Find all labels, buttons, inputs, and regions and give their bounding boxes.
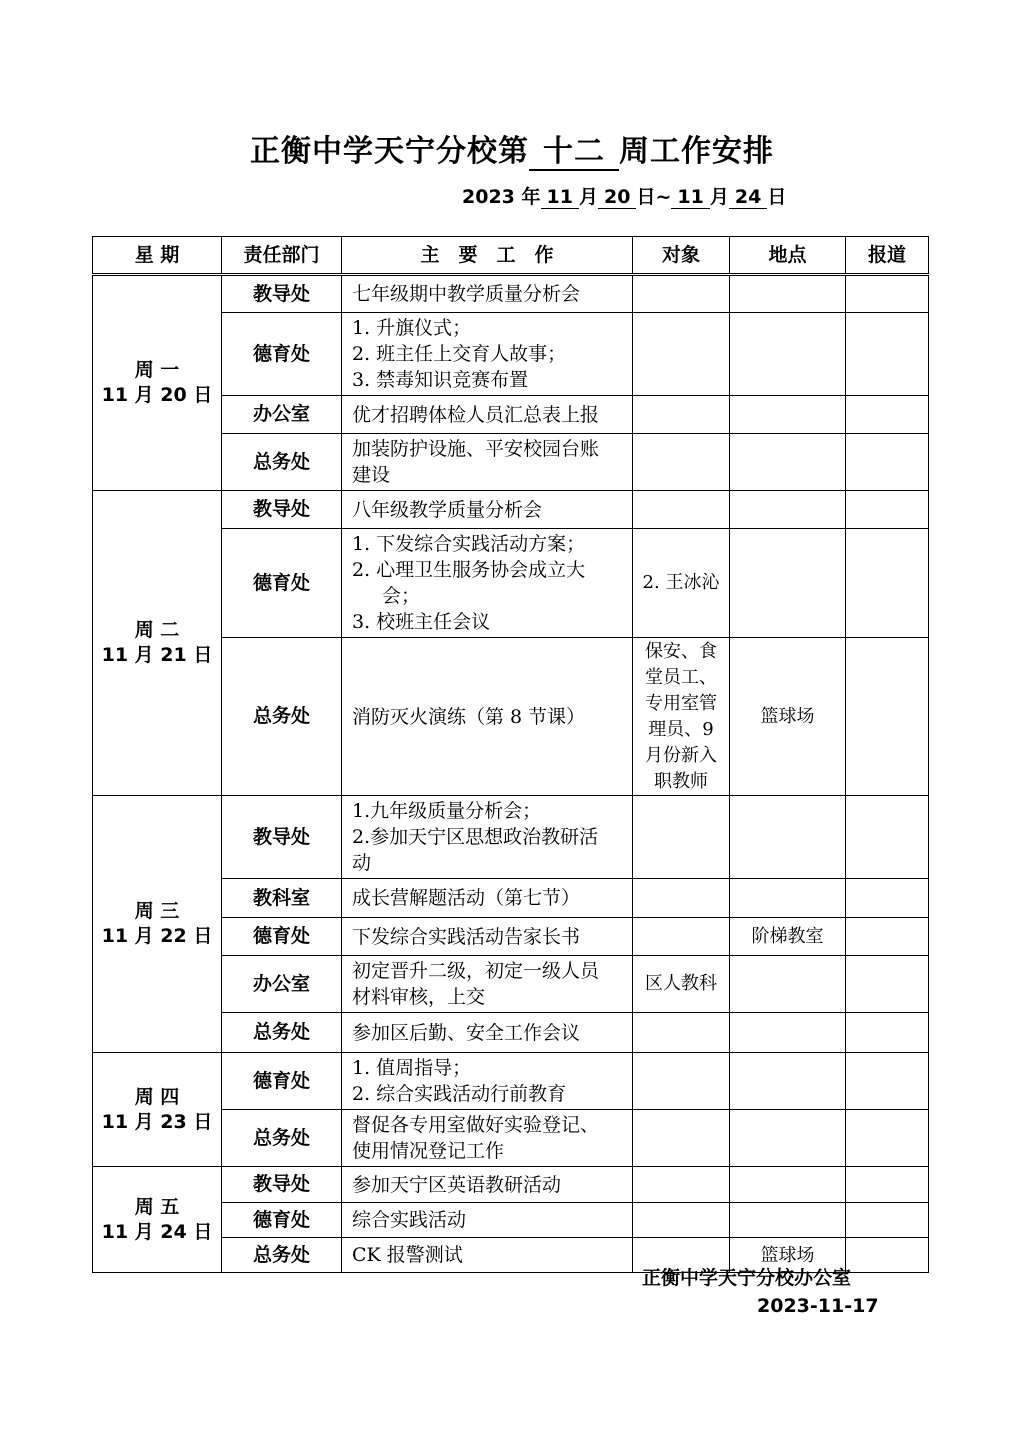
start-month: 11 — [541, 186, 579, 209]
table-row — [93, 275, 929, 313]
work-line: 1. 下发综合实践活动方案； — [352, 533, 586, 555]
day-date: 11 月 20 日 — [101, 384, 213, 406]
header-place: 地点 — [730, 237, 846, 275]
header-day: 星 期 — [93, 237, 222, 275]
dept-cell: 德育处 — [222, 529, 342, 638]
dept-cell: 教导处 — [222, 1167, 342, 1203]
place-cell — [730, 1203, 846, 1238]
report-cell — [846, 879, 929, 918]
dept-cell: 德育处 — [222, 1053, 342, 1110]
report-cell — [846, 1238, 929, 1273]
work-cell — [342, 313, 633, 396]
target-cell — [633, 796, 730, 879]
place-cell — [730, 1167, 846, 1203]
work-line: 3. 校班主任会议 — [352, 611, 491, 633]
work-line: 督促各专用室做好实验登记、 — [352, 1114, 600, 1136]
year: 2023 — [462, 186, 515, 208]
title-suffix: 周工作安排 — [619, 134, 774, 169]
work-line: 2. 班主任上交育人故事； — [352, 343, 567, 365]
day-cell — [93, 1053, 222, 1167]
work-cell — [342, 956, 633, 1013]
work-line: 材料审核，上交 — [352, 986, 486, 1008]
place-cell — [730, 529, 846, 638]
schedule-table — [92, 236, 929, 1273]
work-cell — [342, 491, 633, 529]
dept-cell: 办公室 — [222, 956, 342, 1013]
work-cell — [342, 638, 633, 796]
dept-cell: 德育处 — [222, 918, 342, 956]
month-label-1: 月 — [578, 186, 598, 208]
report-cell — [846, 434, 929, 491]
work-line: 1.九年级质量分析会； — [352, 800, 542, 822]
target-cell — [633, 434, 730, 491]
day-date: 11 月 22 日 — [101, 925, 213, 947]
target-line: 保安、食 — [645, 640, 717, 662]
work-line: 参加天宁区英语教研活动 — [352, 1173, 562, 1196]
end-month: 11 — [671, 186, 709, 209]
day-cell — [93, 1167, 222, 1273]
place-cell — [730, 434, 846, 491]
work-cell — [342, 396, 633, 434]
title-prefix: 正衡中学天宁分校第 — [250, 134, 529, 169]
target-cell — [633, 879, 730, 918]
dept-cell: 教导处 — [222, 796, 342, 879]
target-line: 堂员工、 — [645, 666, 717, 688]
day-cell — [93, 796, 222, 1053]
dept-cell: 总务处 — [222, 638, 342, 796]
work-line: CK 报警测试 — [352, 1244, 463, 1266]
table-row — [93, 491, 929, 529]
place-cell — [730, 1013, 846, 1053]
target-line: 理员、9 — [648, 718, 714, 740]
day-cell — [93, 491, 222, 796]
date-range — [462, 182, 786, 209]
work-line: 2. 综合实践活动行前教育 — [352, 1083, 567, 1105]
target-cell — [633, 1110, 730, 1167]
dept-cell: 总务处 — [222, 1110, 342, 1167]
report-cell — [846, 313, 929, 396]
report-cell — [846, 1167, 929, 1203]
place-cell: 篮球场 — [730, 1238, 846, 1273]
place-cell: 阶梯教室 — [730, 918, 846, 956]
work-line: 建设 — [352, 464, 391, 486]
work-line: 动 — [352, 852, 372, 874]
work-line: 2.参加天宁区思想政治教研活 — [352, 826, 599, 848]
day-name: 周 五 — [134, 1195, 180, 1218]
day-cell — [93, 275, 222, 491]
day-label-2: 日 — [767, 186, 787, 208]
report-cell — [846, 1053, 929, 1110]
report-cell — [846, 918, 929, 956]
report-cell — [846, 396, 929, 434]
table-row — [93, 1053, 929, 1110]
work-line: 参加区后勤、安全工作会议 — [352, 1021, 581, 1044]
tilde: ~ — [655, 186, 672, 208]
month-label-2: 月 — [709, 186, 729, 208]
report-cell — [846, 1203, 929, 1238]
target-cell — [633, 1053, 730, 1110]
target-cell: 区人教科 — [633, 956, 730, 1013]
work-cell — [342, 1110, 633, 1167]
work-cell — [342, 1053, 633, 1110]
footer-date: 2023-11-17 — [757, 1295, 879, 1317]
work-line: 会； — [382, 585, 421, 607]
start-day: 20 — [598, 186, 636, 209]
dept-cell: 德育处 — [222, 1203, 342, 1238]
work-cell — [342, 434, 633, 491]
work-cell — [342, 918, 633, 956]
work-line: 1. 升旗仪式； — [352, 317, 472, 339]
work-cell — [342, 275, 633, 313]
target-cell — [633, 1013, 730, 1053]
work-line: 八年级教学质量分析会 — [352, 498, 543, 521]
report-cell — [846, 491, 929, 529]
work-line: 使用情况登记工作 — [352, 1140, 505, 1162]
place-cell — [730, 1110, 846, 1167]
place-cell — [730, 1053, 846, 1110]
schedule-body — [93, 275, 929, 1273]
day-date: 11 月 21 日 — [101, 644, 213, 666]
place-cell: 篮球场 — [730, 638, 846, 796]
report-cell — [846, 638, 929, 796]
target-cell — [633, 313, 730, 396]
header-dept: 责任部门 — [222, 237, 342, 275]
dept-cell: 总务处 — [222, 1238, 342, 1273]
page-title — [0, 126, 1024, 171]
target-cell — [633, 275, 730, 313]
place-cell — [730, 796, 846, 879]
work-cell — [342, 1203, 633, 1238]
place-cell — [730, 491, 846, 529]
day-name: 周 二 — [134, 619, 180, 641]
place-cell — [730, 879, 846, 918]
report-cell — [846, 529, 929, 638]
header-report: 报道 — [846, 237, 929, 275]
day-name: 周 四 — [134, 1085, 180, 1108]
work-line: 1. 值周指导； — [352, 1057, 472, 1079]
table-row — [93, 1167, 929, 1203]
dept-cell: 教科室 — [222, 879, 342, 918]
work-line: 加装防护设施、平安校园台账 — [352, 438, 600, 460]
report-cell — [846, 956, 929, 1013]
work-line: 初定晋升二级，初定一级人员 — [352, 960, 600, 982]
work-line: 优才招聘体检人员汇总表上报 — [352, 403, 600, 426]
target-cell — [633, 1167, 730, 1203]
report-cell — [846, 1013, 929, 1053]
week-number: 十二 — [529, 135, 619, 171]
report-cell — [846, 796, 929, 879]
work-cell — [342, 796, 633, 879]
dept-cell: 教导处 — [222, 275, 342, 313]
work-cell — [342, 879, 633, 918]
target-cell — [633, 638, 730, 796]
dept-cell: 总务处 — [222, 434, 342, 491]
table-row — [93, 796, 929, 879]
work-line: 成长营解题活动（第七节） — [352, 887, 581, 909]
target-line: 月份新入 — [645, 744, 717, 766]
target-cell — [633, 1203, 730, 1238]
dept-cell: 总务处 — [222, 1013, 342, 1053]
target-line: 专用室管 — [645, 692, 717, 714]
work-line: 七年级期中教学质量分析会 — [352, 283, 581, 305]
target-cell: 2. 王冰沁 — [633, 529, 730, 638]
target-cell — [633, 491, 730, 529]
target-line: 职教师 — [654, 770, 708, 792]
work-cell — [342, 529, 633, 638]
footer-org: 正衡中学天宁分校办公室 — [642, 1267, 852, 1289]
place-cell — [730, 313, 846, 396]
day-date: 11 月 23 日 — [101, 1110, 213, 1133]
day-name: 周 一 — [134, 359, 180, 381]
target-cell — [633, 396, 730, 434]
work-line: 下发综合实践活动告家长书 — [352, 925, 581, 948]
day-label-1: 日 — [636, 186, 656, 208]
end-day: 24 — [729, 186, 767, 209]
report-cell — [846, 1110, 929, 1167]
work-line: 3. 禁毒知识竞赛布置 — [352, 369, 529, 391]
work-cell — [342, 1238, 633, 1273]
year-label: 年 — [521, 186, 541, 208]
work-line: 2. 心理卫生服务协会成立大 — [352, 559, 586, 581]
place-cell — [730, 275, 846, 313]
header-row — [93, 237, 929, 275]
place-cell — [730, 396, 846, 434]
report-cell — [846, 275, 929, 313]
work-cell — [342, 1167, 633, 1203]
work-line: 消防灭火演练（第 8 节课） — [352, 705, 586, 728]
header-target: 对象 — [633, 237, 730, 275]
day-name: 周 三 — [134, 900, 180, 922]
day-date: 11 月 24 日 — [101, 1220, 213, 1243]
target-cell — [633, 918, 730, 956]
place-cell — [730, 956, 846, 1013]
dept-cell: 教导处 — [222, 491, 342, 529]
work-cell — [342, 1013, 633, 1053]
dept-cell: 办公室 — [222, 396, 342, 434]
header-work: 主 要 工 作 — [342, 237, 633, 275]
work-line: 综合实践活动 — [352, 1209, 467, 1231]
dept-cell: 德育处 — [222, 313, 342, 396]
